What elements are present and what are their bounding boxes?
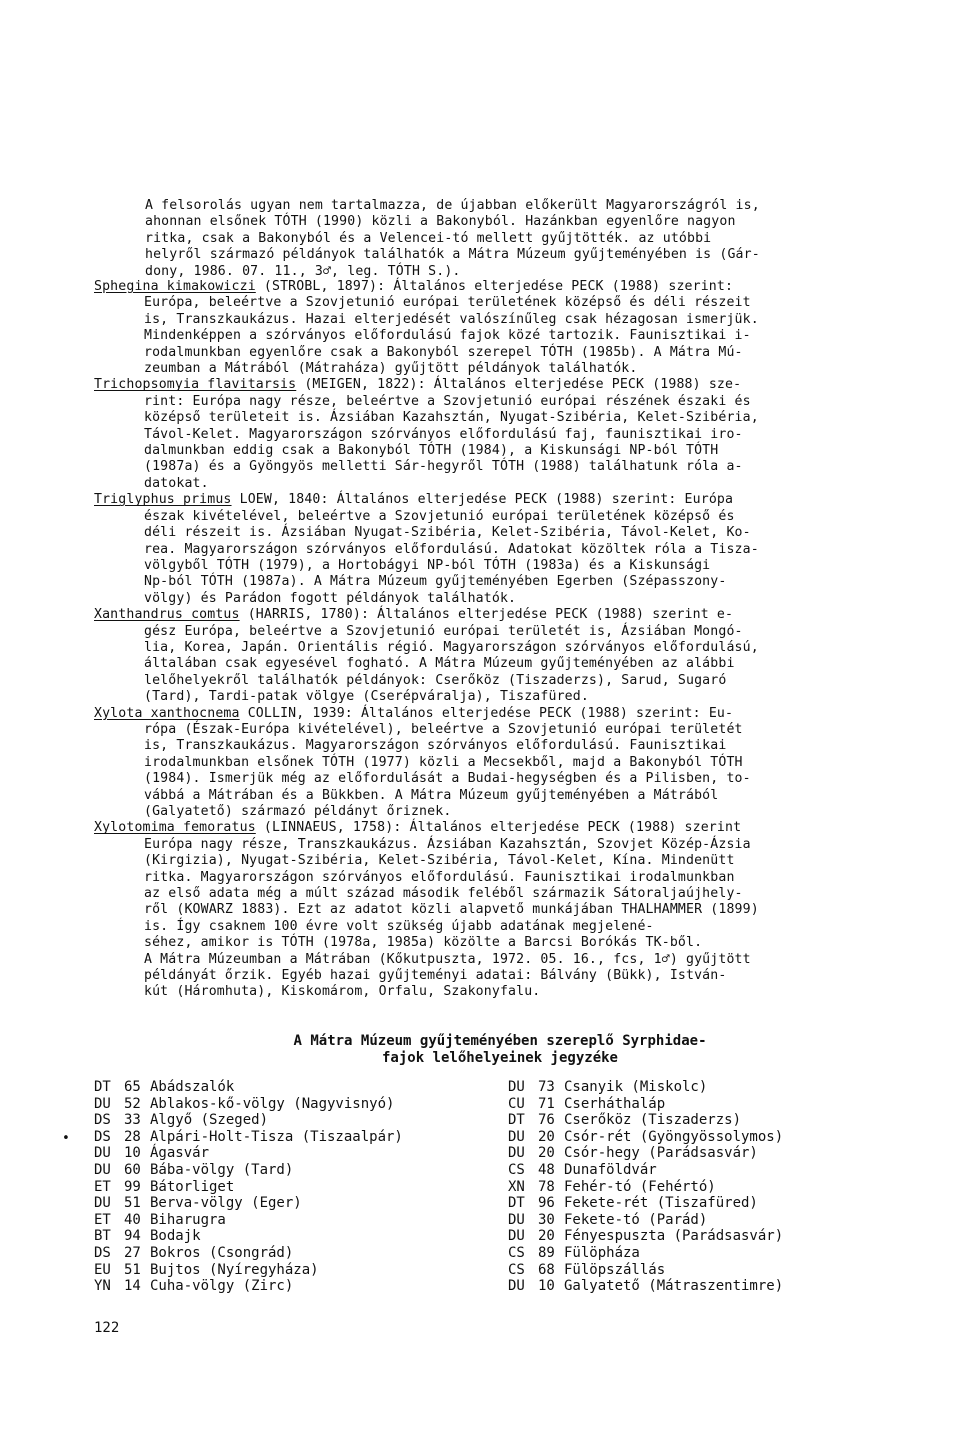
entry-text-line: az első adata még a múlt század második feléből származik Sátoraljaújhely-: [144, 886, 743, 902]
grid-code: ET: [94, 1211, 111, 1228]
grid-number: 71: [538, 1095, 555, 1112]
grid-code: CU: [508, 1095, 525, 1112]
grid-code: DT: [508, 1112, 525, 1129]
location-name: Bokros (Csongrád): [150, 1244, 294, 1261]
location-row: [508, 1179, 783, 1196]
entry-text-line: rea. Magyarországon szórványos előfordulású. Adatokat közöltek róla a Tisza-: [144, 541, 759, 557]
grid-code: CS: [508, 1261, 525, 1278]
grid-number: 68: [538, 1261, 555, 1278]
entry-text-line: völgy) és Parádon fogott példányok találhatók.: [144, 590, 517, 606]
entry-text-line: Mindenképpen a szórványos előfordulású fajok közé tartozik. Faunisztikai i-: [144, 328, 751, 344]
entry-text-line: gész Európa, beleértve a Szovjetunió európai területét is, Ázsiában Mongó-: [144, 623, 743, 639]
entry-text: (HARRIS, 1780): Általános elterjedése PECK (1988) szerint e-: [239, 607, 734, 623]
location-name: Berva-völgy (Eger): [150, 1195, 302, 1212]
grid-number: 48: [538, 1161, 555, 1178]
location-name: Abádszalók: [150, 1079, 235, 1095]
species-entry: [94, 607, 884, 705]
grid-code: DU: [508, 1079, 525, 1095]
bullet-mark: •: [62, 1131, 70, 1146]
grid-number: 52: [124, 1095, 141, 1112]
entry-text-line: is, Transzkaukázus. Hazai elterjedését valószínűleg csak hézagosan ismerjük.: [144, 311, 759, 327]
grid-number: 27: [124, 1244, 141, 1261]
grid-number: 33: [124, 1112, 141, 1129]
species-name: Xylota xanthocnema: [94, 705, 240, 721]
entry-first-line: [94, 820, 884, 836]
entry-text-line: lia, Korea, Japán. Orientális régió. Magyarországon szórványos előfordulású,: [144, 639, 759, 655]
grid-code: YN: [94, 1278, 111, 1295]
grid-code: DU: [508, 1278, 525, 1295]
entry-text-line: (1987a) és a Gyöngyös melletti Sár-hegyről TÓTH (1988) találhatunk róla a-: [144, 459, 743, 475]
entry-text-line: irodalmunkban elsőnek TÓTH (1977) közli a Mecsekből, majd a Bakonyból TÓTH: [144, 754, 743, 770]
grid-number: 30: [538, 1211, 555, 1228]
location-row: [94, 1145, 403, 1162]
entry-text-line: (1984). Ismerjük még az előfordulását a Budai-hegységben és a Pilisben, to-: [144, 771, 751, 787]
entry-text-line: (Kirgizia), Nyugat-Szibéria, Kelet-Szibéria, Távol-Kelet, Kína. Mindenütt: [144, 853, 735, 869]
grid-number: 89: [538, 1244, 555, 1261]
location-name: Cserháthaláp: [564, 1095, 666, 1112]
grid-code: DT: [508, 1195, 525, 1212]
location-row: [94, 1162, 403, 1179]
location-row: [508, 1195, 783, 1212]
grid-number: 76: [538, 1112, 555, 1129]
location-name: Bába-völgy (Tard): [150, 1161, 294, 1178]
grid-number: 51: [124, 1261, 141, 1278]
location-name: Biharugra: [150, 1211, 226, 1228]
grid-number: 51: [124, 1195, 141, 1212]
page-number: 122: [94, 1320, 120, 1336]
grid-code: DU: [94, 1145, 111, 1162]
entry-text-line: datokat.: [144, 475, 209, 491]
species-name: Xylotomima femoratus: [94, 820, 256, 836]
grid-number: 65: [124, 1079, 141, 1095]
grid-code: DU: [508, 1128, 525, 1145]
entry-text: (MEIGEN, 1822): Általános elterjedése PECK (1988) sze-: [296, 377, 742, 393]
grid-number: 40: [124, 1211, 141, 1228]
species-entry: [94, 706, 884, 821]
grid-number: 73: [538, 1079, 555, 1095]
species-entry: [94, 492, 884, 607]
location-row: [94, 1112, 403, 1129]
entry-text: LOEW, 1840: Általános elterjedése PECK (1988) szerint: Európa: [231, 492, 734, 508]
location-row: [508, 1212, 783, 1229]
location-row: [94, 1096, 403, 1113]
grid-number: 94: [124, 1228, 141, 1245]
entry-text: (LINNAEUS, 1758): Általános elterjedése PECK (1988) szerint: [255, 820, 742, 836]
entry-text-line: rint: Európa nagy része, beleértve a Szovjetunió európai részének északi és: [144, 393, 751, 409]
location-row: [94, 1129, 403, 1146]
species-entry: [94, 279, 884, 377]
intro-paragraph: [145, 198, 880, 280]
entry-text-line: észak kivételével, beleértve a Szovjetunió európai területének középső és: [144, 508, 735, 524]
grid-code: XN: [508, 1178, 525, 1195]
entry-text-line: ritka. Magyarországon szórványos előfordulású. Faunisztikai irodalmunkban: [144, 869, 735, 885]
text-line: dony, 1986. 07. 11., 3♂, leg. TÓTH S.).: [145, 263, 461, 279]
location-row: [508, 1096, 783, 1113]
entry-text: COLLIN, 1939: Általános elterjedése PECK (1988) szerint: Eu-: [239, 705, 734, 721]
entry-first-line: [94, 492, 884, 508]
species-name: Trichopsomyia flavitarsis: [94, 377, 297, 393]
grid-code: DU: [94, 1095, 111, 1112]
grid-number: 10: [124, 1145, 141, 1162]
species-name: Triglyphus primus: [94, 492, 232, 508]
entry-text-line: séhez, amikor is TÓTH (1978a, 1985a) közölte a Barcsi Borókás TK-ből.: [144, 935, 703, 951]
grid-number: 20: [538, 1228, 555, 1245]
entry-text-line: A Mátra Múzeumban a Mátrában (Kőkutpuszta, 1972. 05. 16., fcs, 1♂) gyűjtött: [144, 951, 751, 967]
entry-text-line: példányát őrzik. Egyéb hazai gyűjteményi adatai: Bálvány (Bükk), István-: [144, 968, 727, 984]
locations-right-column: [508, 1079, 783, 1295]
entry-text-line: ről (KOWARZ 1883). Ezt az adatot közli alapvető munkájában THALHAMMER (1899): [144, 902, 759, 918]
location-name: Fekete-tó (Parád): [564, 1211, 708, 1228]
location-row: [94, 1179, 403, 1196]
location-name: Galyatető (Mátraszentimre): [564, 1278, 784, 1295]
grid-code: BT: [94, 1228, 111, 1245]
location-name: Cserőköz (Tiszaderzs): [564, 1112, 742, 1129]
location-name: Fülöpszállás: [564, 1261, 666, 1278]
species-entries: [94, 279, 884, 1001]
location-name: Bujtos (Nyíregyháza): [150, 1261, 319, 1278]
entry-text-line: völgyből TÓTH (1979), a Hortobágyi NP-ból TÓTH (1983a) és a Kiskunsági: [144, 557, 711, 573]
location-row: [94, 1228, 403, 1245]
grid-code: DU: [508, 1211, 525, 1228]
entry-text-line: középső területeit is. Ázsiában Kazahsztán, Nyugat-Szibéria, Kelet-Szibéria,: [144, 410, 759, 426]
entry-text-line: lelőhelyekről találhatók példányok: Cserőköz (Tiszaderzs), Sarud, Sugaró: [144, 672, 727, 688]
location-name: Alpári-Holt-Tisza (Tiszaalpár): [150, 1128, 403, 1145]
grid-code: DU: [94, 1195, 111, 1212]
entry-first-line: [94, 607, 884, 623]
entry-text-line: rodalmunkban egyenlőre csak a Bakonyból szerepel TÓTH (1985b). A Mátra Mú-: [144, 344, 743, 360]
location-row: [508, 1262, 783, 1279]
entry-text-line: Np-ból TÓTH (1987a). A Mátra Múzeum gyűjteményében Egerben (Szépasszony-: [144, 574, 727, 590]
location-row: [508, 1278, 783, 1295]
grid-code: DU: [508, 1228, 525, 1245]
entry-text-line: Európa nagy része, Transzkaukázus. Ázsiában Kazahsztán, Szovjet Közép-Ázsia: [144, 836, 751, 852]
location-row: [94, 1212, 403, 1229]
grid-code: DS: [94, 1128, 111, 1145]
location-name: Csór-hegy (Parádsasvár): [564, 1145, 758, 1162]
entry-text-line: vábbá a Mátrában és a Bükkben. A Mátra Múzeum gyűjteményében a Mátrából: [144, 787, 719, 803]
location-row: [508, 1228, 783, 1245]
entry-text-line: (Tard), Tardi-patak völgye (Cserépváralja), Tiszafüred.: [144, 689, 589, 705]
entry-text-line: is, Transzkaukázus. Magyarországon szórványos előfordulású. Faunisztikai: [144, 738, 727, 754]
species-entry: [94, 377, 884, 492]
location-name: Fekete-rét (Tiszafüred): [564, 1195, 758, 1212]
grid-code: ET: [94, 1178, 111, 1195]
text-line: ahonnan elsőnek TÓTH (1990) közli a Bakonyból. Hazánkban egyenlőre nagyon: [145, 214, 736, 230]
location-name: Csór-rét (Gyöngyössolymos): [564, 1128, 784, 1145]
text-line: ritka, csak a Bakonyból és a Velencei-tó mellett gyűjtötték. az utóbbi: [145, 230, 712, 246]
entry-text-line: is. Így csaknem 100 évre volt szükség újabb adatának megjelené-: [144, 918, 654, 934]
grid-number: 99: [124, 1178, 141, 1195]
location-row: [94, 1079, 403, 1096]
entry-text-line: rópa (Észak-Európa kivételével), beleértve a Szovjetunió európai területét: [144, 721, 743, 737]
location-name: Fényespuszta (Parádsasvár): [564, 1228, 784, 1245]
location-name: Ágasvár: [150, 1145, 210, 1162]
location-row: [508, 1112, 783, 1129]
text-line: A felsorolás ugyan nem tartalmazza, de újabban előkerült Magyarországról is,: [145, 198, 760, 213]
entry-first-line: [94, 706, 884, 722]
grid-code: DT: [94, 1079, 111, 1095]
location-row: [94, 1278, 403, 1295]
entry-text-line: általában csak egyesével fogható. A Mátra Múzeum gyűjteményében az alábbi: [144, 656, 735, 672]
location-name: Dunaföldvár: [564, 1161, 657, 1178]
heading-line-2: fajok lelőhelyeinek jegyzéke: [381, 1050, 618, 1066]
location-row: [508, 1129, 783, 1146]
entry-text-line: dalmunkban eddig csak a Bakonyból TÓTH (1984), a Kiskunsági NP-ból TÓTH: [144, 443, 719, 459]
grid-code: DU: [94, 1161, 111, 1178]
location-row: [508, 1145, 783, 1162]
grid-code: DU: [508, 1145, 525, 1162]
species-name: Sphegina kimakowiczi: [94, 279, 256, 294]
location-name: Ablakos-kő-völgy (Nagyvisnyó): [150, 1095, 395, 1112]
location-row: [508, 1162, 783, 1179]
entry-text-line: (Galyatető) származó példányt őriznek.: [144, 804, 452, 819]
grid-number: 96: [538, 1195, 555, 1212]
location-name: Algyő (Szeged): [150, 1112, 269, 1129]
entry-first-line: [94, 279, 884, 295]
location-name: Bodajk: [150, 1228, 201, 1245]
entry-text-line: Európa, beleértve a Szovjetunió európai területének középső és déli részeit: [144, 295, 751, 311]
grid-number: 14: [124, 1278, 141, 1295]
species-entry: [94, 820, 884, 1000]
grid-code: EU: [94, 1261, 111, 1278]
locations-left-column: [94, 1079, 403, 1295]
grid-number: 20: [538, 1128, 555, 1145]
entry-text-line: zeumban a Mátrából (Mátraháza) gyűjtött példányok találhatók.: [144, 361, 638, 377]
text-line: helyről származó példányok találhatók a Mátra Múzeum gyűjteményében is (Gár-: [145, 247, 760, 263]
entry-text-line: déli részeit is. Ázsiában Nyugat-Szibéria, Kelet-Szibéria, Távol-Kelet, Ko-: [144, 525, 751, 541]
location-row: [94, 1245, 403, 1262]
grid-number: 28: [124, 1128, 141, 1145]
list-heading: [200, 1033, 800, 1067]
location-row: [94, 1195, 403, 1212]
location-row: [508, 1245, 783, 1262]
entry-text: (STROBL, 1897): Általános elterjedése PECK (1988) szerint:: [255, 279, 734, 294]
location-name: Fülöpháza: [564, 1244, 640, 1261]
grid-code: CS: [508, 1244, 525, 1261]
grid-code: CS: [508, 1161, 525, 1178]
location-name: Cuha-völgy (Zirc): [150, 1278, 294, 1295]
grid-number: 10: [538, 1278, 555, 1295]
location-row: [94, 1262, 403, 1279]
grid-number: 60: [124, 1161, 141, 1178]
heading-line-1: A Mátra Múzeum gyűjteményében szereplő Syrphidae-: [293, 1033, 707, 1049]
location-row: [508, 1079, 783, 1096]
grid-number: 78: [538, 1178, 555, 1195]
species-name: Xanthandrus comtus: [94, 607, 240, 623]
location-name: Fehér-tó (Fehértó): [564, 1178, 716, 1195]
grid-code: DS: [94, 1244, 111, 1261]
location-name: Csanyik (Miskolc): [564, 1079, 708, 1095]
entry-first-line: [94, 377, 884, 393]
location-name: Bátorliget: [150, 1178, 235, 1195]
entry-text-line: Távol-Kelet. Magyarországon szórványos előfordulású faj, faunisztikai iro-: [144, 426, 743, 442]
grid-code: DS: [94, 1112, 111, 1129]
grid-number: 20: [538, 1145, 555, 1162]
entry-text-line: kút (Háromhuta), Kiskomárom, Orfalu, Szakonyfalu.: [144, 984, 541, 1000]
